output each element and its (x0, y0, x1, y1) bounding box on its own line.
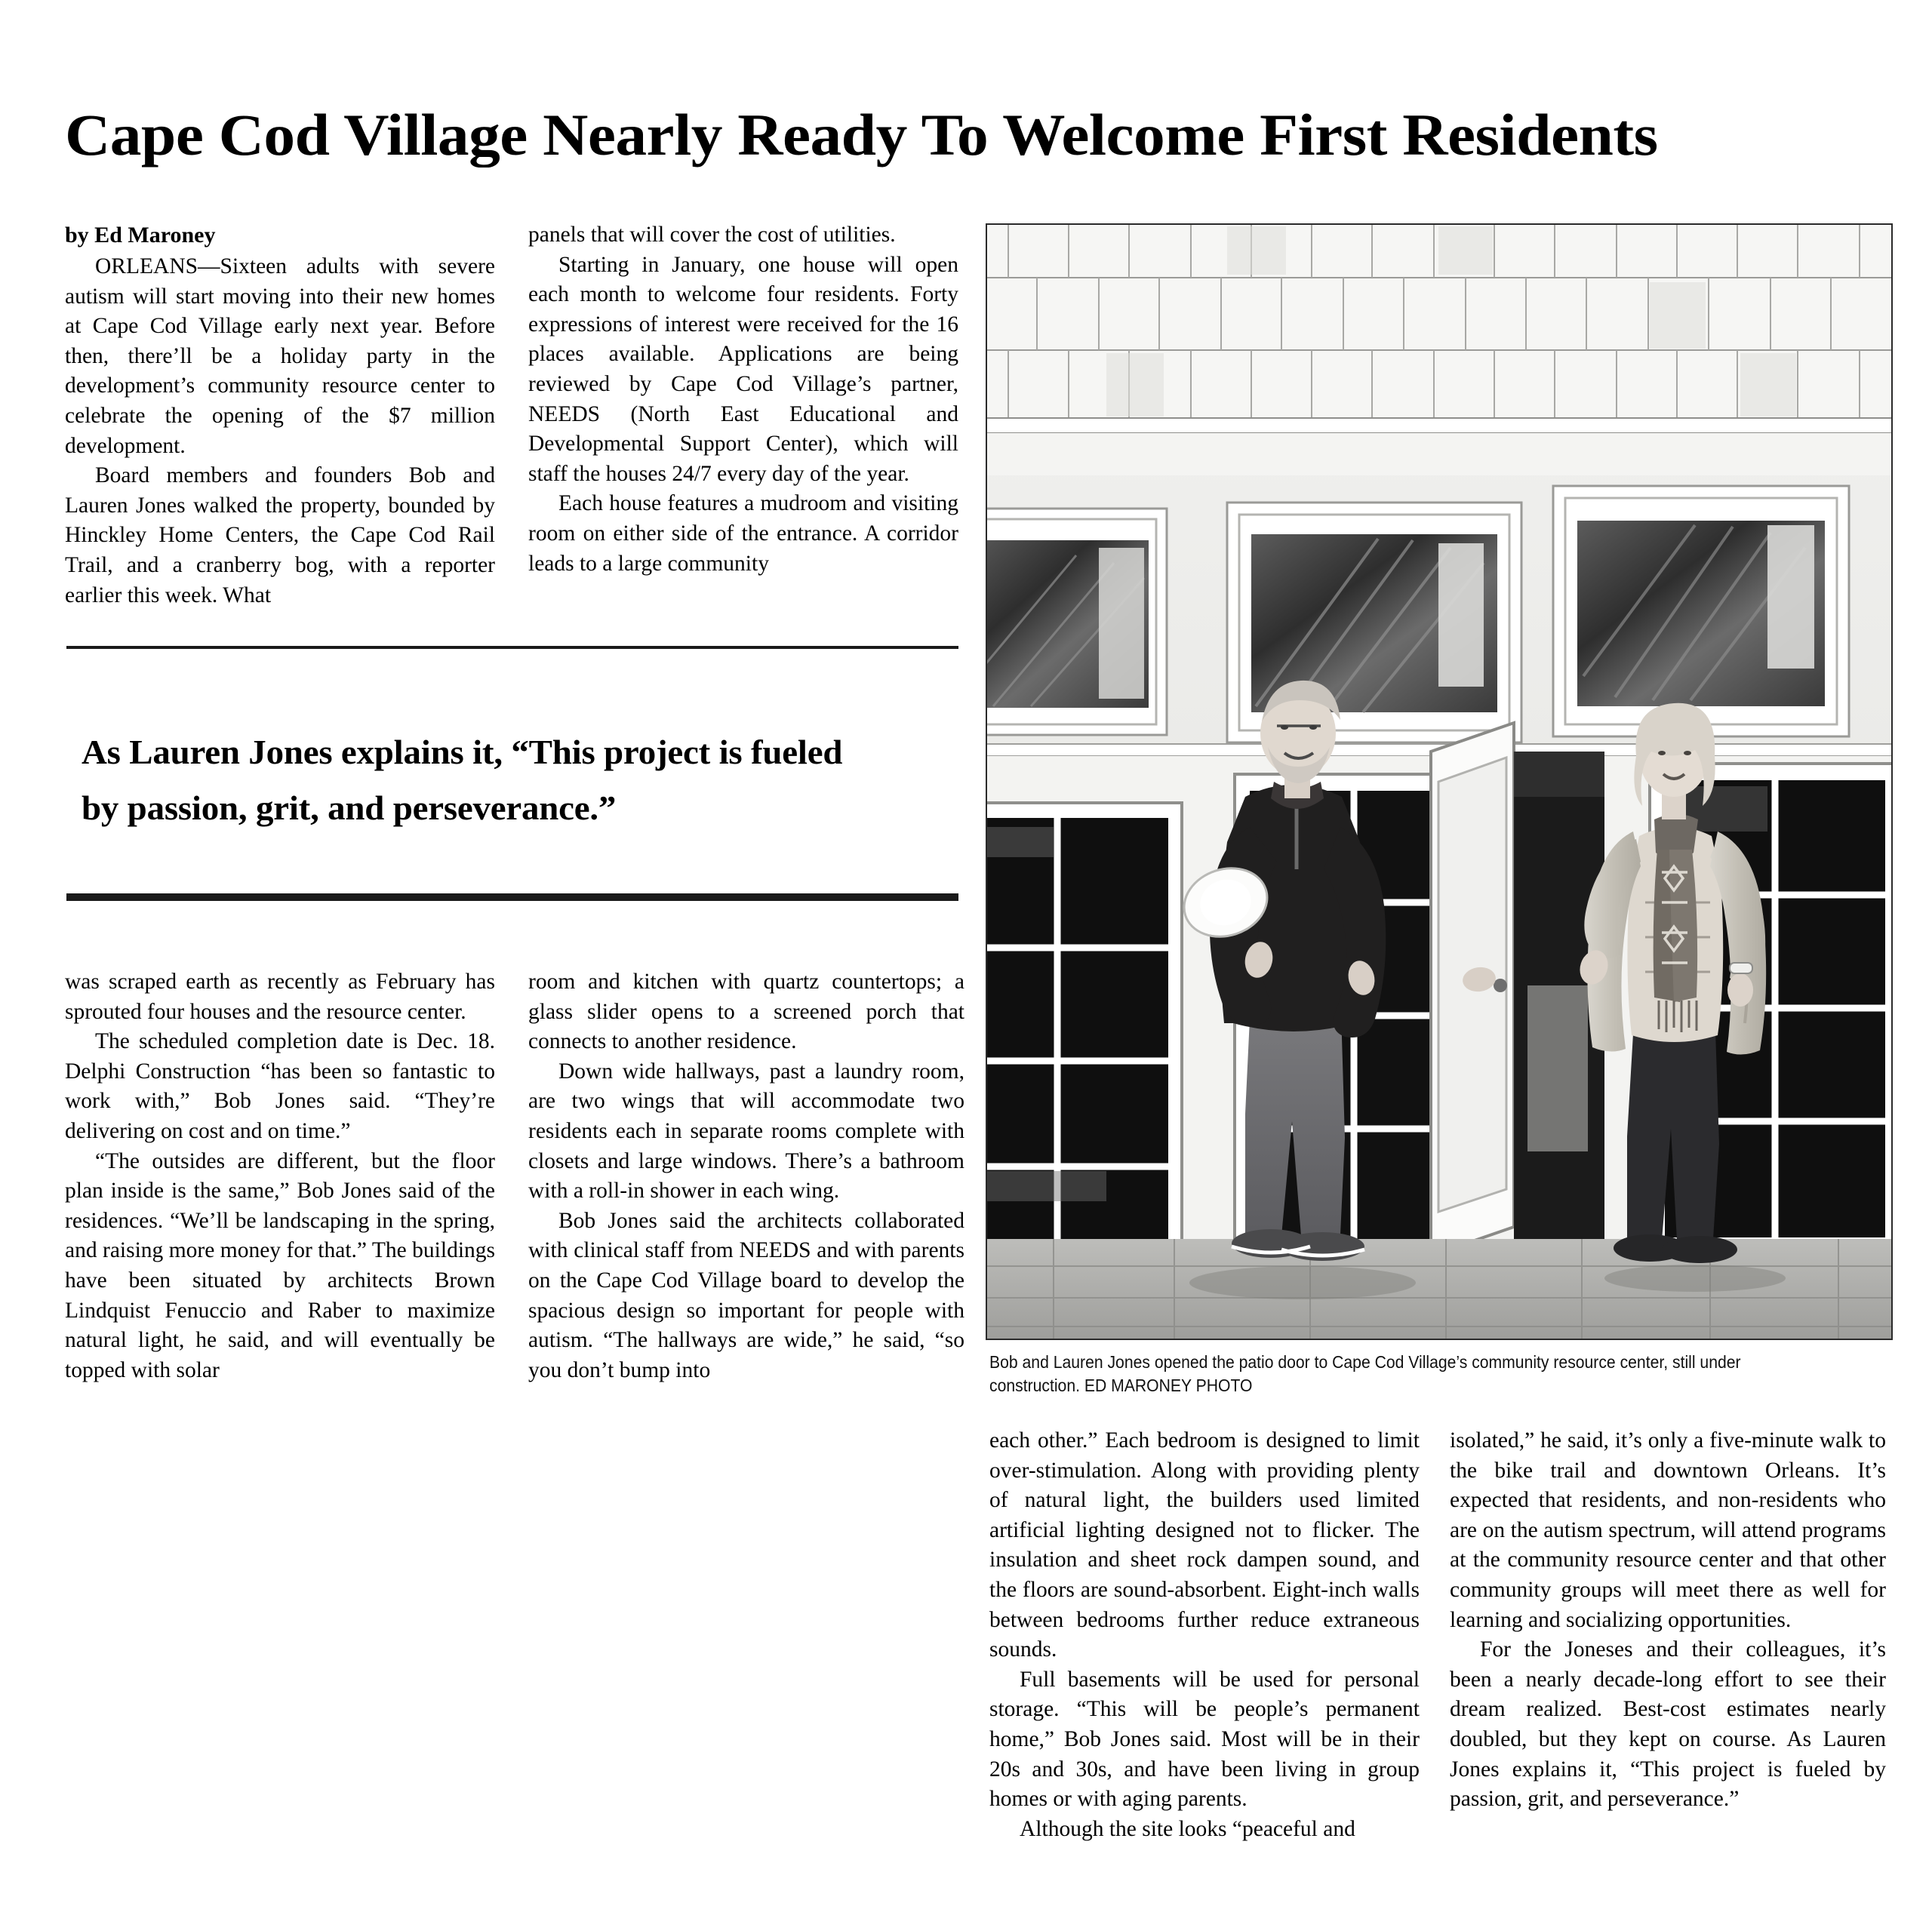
paragraph: Starting in January, one house will open each month to welcome four residents. Forty expressions of interest were received for the 16 places available. Applications are being reviewed by Cape Cod Village’s partner, NEEDS (North East Educational and Developmental Support Center), which will staff the houses 24/7 every day of the year. (528, 252, 958, 486)
paragraph: Although the site looks “peaceful and (1020, 1816, 1355, 1841)
paragraph: Down wide hallways, past a laundry room, are two wings that will accommodate two residents each in separate rooms complete with closets and large windows. There’s a bathroom with a roll-in shower in each wing. (528, 1059, 964, 1204)
pullquote-rule-bottom (66, 893, 958, 901)
paragraph: Board members and founders Bob and Lauren Jones walked the property, bounded by Hinckley Home Centers, the Cape Cod Rail Trail, and a cranberry bog, with a reporter earlier this week. What (65, 463, 495, 607)
pullquote-rule-top (66, 646, 958, 649)
article-column-3-bottom (989, 1426, 1420, 1844)
paragraph: each other.” Each bedroom is designed to limit over-stimulation. Along with providing plenty of natural light, the builders used limited artificial lighting designed not to flicker. The insulation and sheet rock dampen sound, and the floors are sound-absorbent. Eight-inch walls between bedrooms further reduce extraneous sounds. (989, 1428, 1420, 1662)
article-column-2-top (528, 220, 958, 579)
paragraph: was scraped earth as recently as February has sprouted four houses and the resource center. (65, 970, 495, 1024)
paragraph: “The outsides are different, but the floor plan inside is the same,” Bob Jones said of the residences. “We’ll be landscaping in the spring, and raising more money for that.” The buildings have been situated by architects Brown Lindquist Fenuccio and Raber to maximize natural light, he said, and will eventually be topped with solar (65, 1148, 495, 1382)
paragraph: panels that will cover the cost of utilities. (528, 223, 896, 247)
pullquote-line-1: As Lauren Jones explains it, “This project is fueled (82, 733, 843, 771)
paragraph: The scheduled completion date is Dec. 18. Delphi Construction “has been so fantastic to work with,” Bob Jones said. “They’re delivering on cost and on time.” (65, 1029, 495, 1143)
page-title: Cape Cod Village Nearly Ready To Welcome First Residents (65, 102, 1658, 168)
photo-caption: Bob and Lauren Jones opened the patio door to Cape Cod Village’s community resource center, still under construction. ED MARONEY PHOTO (989, 1352, 1741, 1395)
photo-image (986, 223, 1893, 1340)
paragraph: room and kitchen with quartz countertops; a glass slider opens to a screened porch that connects to another residence. (528, 970, 964, 1054)
paragraph: Each house features a mudroom and visiting room on either side of the entrance. A corridor leads to a large community (528, 491, 958, 576)
paragraph: isolated,” he said, it’s only a five-minute walk to the bike trail and downtown Orleans. It’s expected that residents, and non-residents who are on the autism spectrum, will attend programs at the community resource center and that other community groups will meet there as well for learning and socializing opportunities. (1450, 1428, 1886, 1632)
article-photo (986, 223, 1893, 1340)
paragraph: Full basements will be used for personal storage. “This will be people’s permanent home,” Bob Jones said. Most will be in their 20s and 30s, and have been living in group homes or with aging parents. (989, 1667, 1420, 1812)
paragraph: For the Joneses and their colleagues, it’s been a nearly decade-long effort to see their dream realized. Best-cost estimates nearly doubled, but they kept on course. As Lauren Jones explains it, “This project is fueled by passion, grit, and perseverance.” (1450, 1637, 1886, 1812)
byline: by Ed Maroney (65, 223, 216, 247)
paragraph: Bob Jones said the architects collaborated with clinical staff from NEEDS and with parents on the Cape Cod Village board to develop the spacious design so important for people with autism. “The hallways are wide,” he said, “so you don’t bump into (528, 1208, 964, 1382)
pullquote (82, 724, 990, 836)
article-column-1-bottom (65, 967, 495, 1385)
paragraph: ORLEANS—Sixteen adults with severe autism will start moving into their new homes at Cape Cod Village early next year. Before then, there’ll be a holiday party in the development’s community resource center to celebrate the opening of the $7 million development. (65, 254, 495, 458)
article-column-4-bottom (1450, 1426, 1886, 1815)
article-column-1-top (65, 220, 495, 610)
article-column-2-bottom (528, 967, 964, 1385)
pullquote-line-2: by passion, grit, and perseverance.” (82, 789, 617, 827)
